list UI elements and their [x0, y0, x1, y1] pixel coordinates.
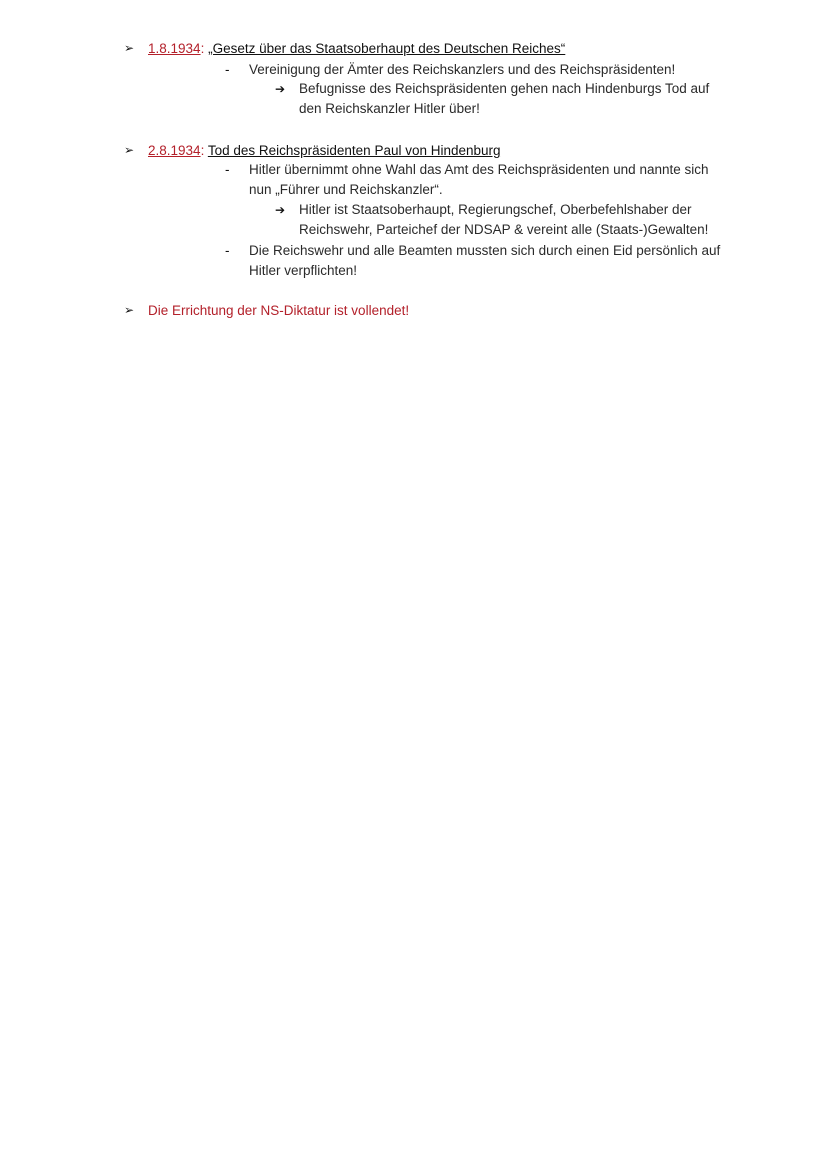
consequence-text-2-line-2: Reichswehr, Parteichef der NDSAP & vereint alle (Staats-)Gewalten! — [299, 222, 709, 237]
consequence-text-2-line-1: Hitler ist Staatsoberhaupt, Regierungschef, Oberbefehlshaber der — [299, 202, 692, 217]
bullet-arrow-icon: ➢ — [124, 41, 135, 55]
consequence-arrow-icon: ➔ — [275, 82, 286, 96]
point-text-2-1-line-2: nun „Führer und Reichskanzler“. — [249, 182, 443, 197]
bullet-arrow-icon: ➢ — [124, 143, 135, 157]
consequence-arrow-icon: ➔ — [275, 203, 286, 217]
bullet-arrow-icon: ➢ — [124, 303, 135, 317]
section-title-1: „Gesetz über das Staatsoberhaupt des Deutschen Reiches“ — [208, 41, 566, 56]
section-title-2: Tod des Reichspräsidenten Paul von Hindenburg — [207, 143, 501, 158]
consequence-text-1-line-2: den Reichskanzler Hitler über! — [299, 101, 480, 116]
conclusion-text: Die Errichtung der NS-Diktatur ist vollendet! — [148, 303, 410, 318]
point-text-2-2-line-2: Hitler verpflichten! — [249, 263, 358, 278]
section-heading-1 — [148, 39, 565, 59]
consequence-text-1-line-1: Befugnisse des Reichspräsidenten gehen nach Hindenburgs Tod auf — [299, 81, 710, 96]
list-dash: - — [225, 62, 230, 77]
list-dash: - — [225, 162, 230, 177]
section-date-2: 2.8.1934 — [148, 143, 201, 158]
point-text-1-1: Vereinigung der Ämter des Reichskanzlers und des Reichspräsidenten! — [249, 62, 676, 77]
section-colon-2: : — [200, 143, 205, 158]
section-heading-2 — [148, 141, 501, 161]
point-text-2-2-line-1: Die Reichswehr und alle Beamten mussten sich durch einen Eid persönlich auf — [249, 243, 721, 258]
point-text-2-1-line-1: Hitler übernimmt ohne Wahl das Amt des Reichspräsidenten und nannte sich — [249, 162, 709, 177]
section-date-1: 1.8.1934 — [148, 41, 201, 56]
list-dash: - — [225, 243, 230, 258]
section-colon-1: : — [200, 41, 205, 56]
